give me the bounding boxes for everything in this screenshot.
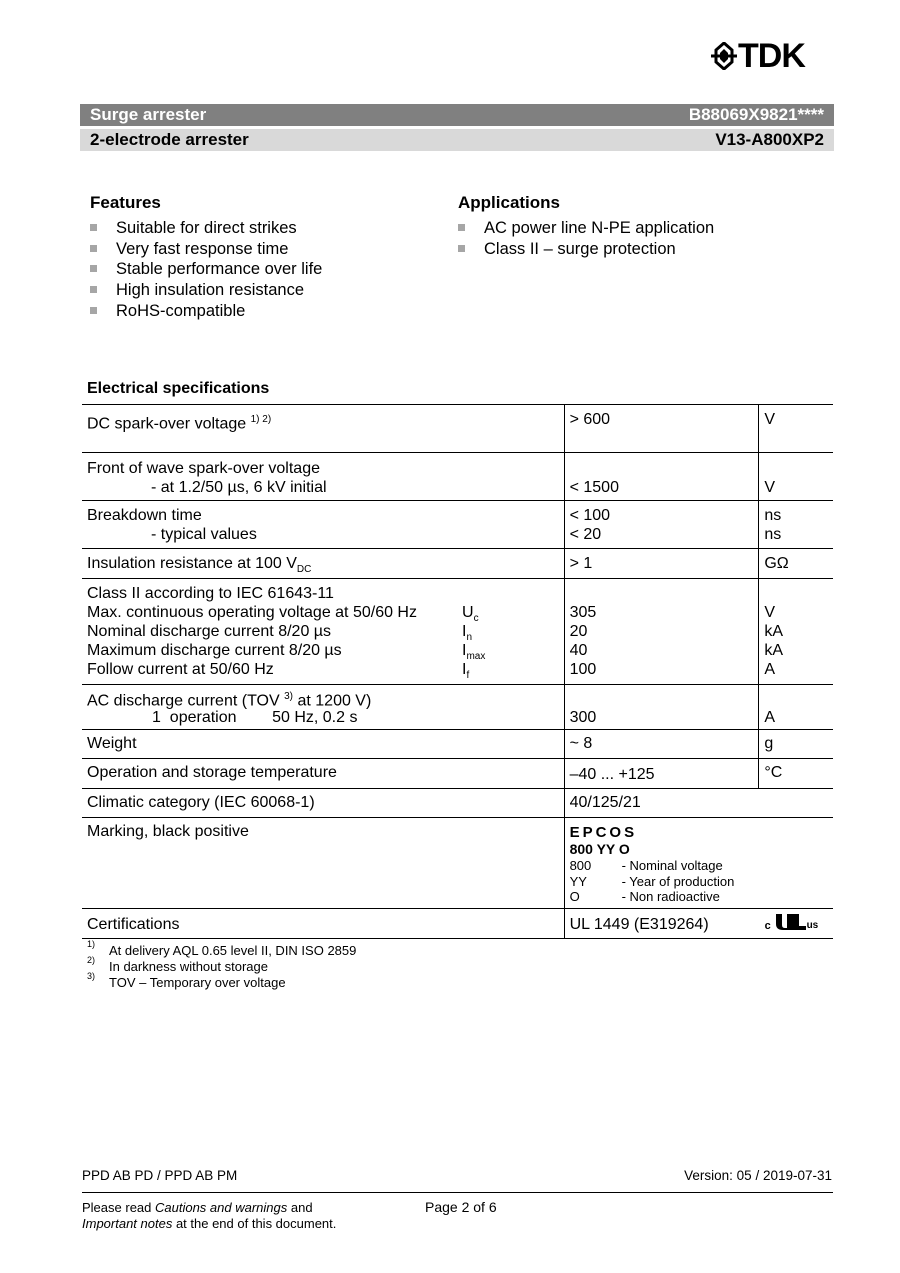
ul-recognized-mark-icon: c us [765,912,819,934]
spec-value: 300 [569,709,597,726]
spec-symbol: $U_c$ [462,604,479,625]
feature-item: RoHS-compatible [88,301,418,322]
ordering-code: B88069X9821**** [688,105,824,124]
footer-note: Please read Cautions and warnings and Important notes at the end of this document. [82,1200,337,1231]
bullet-square-icon [90,224,97,231]
spec-unit: V [764,604,776,621]
spec-label: DC spark-over voltage [87,415,247,433]
subscript: DC [296,564,312,576]
spec-label: Weight [87,735,137,752]
spec-value: UL 1449 (E319264) [569,916,709,933]
spec-sub-label: 1 operation 50 Hz, 0.2 s [152,709,358,726]
spec-unit: GΩ [764,555,789,572]
footer-version: Version: 05 / 2019-07-31 [684,1168,832,1183]
product-type: 2-electrode arrester [90,130,249,149]
applications-heading: Applications [458,193,561,212]
spec-sub-label: - at 1.2/50 µs, 6 kV initial [151,479,327,496]
features-list [88,218,418,321]
spec-row-class2 [82,579,833,685]
bullet-square-icon [458,224,465,231]
spec-unit: V [764,479,776,496]
spec-row-front-wave [82,453,833,501]
tdk-emblem-icon [710,42,738,70]
spec-label: Breakdown time [87,507,202,524]
feature-item: Suitable for direct strikes [88,218,418,239]
bullet-square-icon [90,265,97,272]
spec-value: > 600 [569,411,611,428]
spec-label: Maximum discharge current 8/20 µs [87,642,342,659]
footnote-ref: 1) 2) [250,414,272,425]
spec-row-temperature [82,759,833,789]
spec-label: AC discharge current (TOV [87,692,280,710]
spec-unit: A [764,661,776,678]
spec-unit: g [764,735,774,752]
page-number: Page 2 of 6 [425,1199,497,1215]
spec-value: 40/125/21 [569,794,641,811]
spec-unit: A [764,709,776,726]
specs-heading: Electrical specifications [87,380,270,397]
bullet-square-icon [90,307,97,314]
spec-label: Marking, black positive [87,823,249,840]
feature-item: High insulation resistance [88,280,418,301]
marking-brand: EPCOS [569,824,638,841]
spec-unit: ns [764,526,782,543]
feature-item: Very fast response time [88,239,418,260]
spec-row-breakdown [82,501,833,549]
spec-label: Nominal discharge current 8/20 µs [87,623,331,640]
spec-unit: kA [764,642,784,659]
spec-label: Class II according to IEC 61643-11 [87,585,334,602]
marking-legend-row: O - Non radioactive [569,889,720,904]
spec-value: < 20 [569,526,602,543]
brand-name: TDK [738,37,805,75]
spec-sub-label: - typical values [151,526,257,543]
spec-unit: kA [764,623,784,640]
spec-value: 305 [569,604,597,621]
spec-value: < 100 [569,507,611,524]
spec-label: Max. continuous operating voltage at 50/60 Hz [87,604,417,621]
spec-row-marking [82,818,833,909]
tdk-logo [710,37,840,75]
spec-symbol: $I_{max}$ [462,642,486,663]
application-item: Class II – surge protection [456,239,826,260]
spec-value: < 1500 [569,479,619,496]
marking-code: 800 YY O [569,841,630,857]
applications-list [456,218,826,259]
spec-symbol: $I_f$ [462,661,470,682]
application-item: AC power line N-PE application [456,218,826,239]
spec-label: Front of wave spark-over voltage [87,460,320,477]
spec-unit: °C [764,764,783,781]
subtitle-bar [80,129,834,151]
footnote-ref: 3) [284,691,294,702]
marking-legend-row: 800 - Nominal voltage [569,858,723,873]
spec-label: Climatic category (IEC 60068-1) [87,794,315,811]
bullet-square-icon [458,245,465,252]
spec-value: –40 ... +125 [569,766,655,783]
features-heading: Features [90,193,161,212]
spec-value: 20 [569,623,588,640]
specs-table [82,404,833,939]
spec-row-dc-spark [82,405,833,453]
spec-label: Certifications [87,916,180,933]
title-bar [80,104,834,126]
spec-unit: ns [764,507,782,524]
spec-row-certifications [82,909,833,939]
spec-row-insulation [82,549,833,579]
spec-label: Insulation resistance at 100 V [87,555,297,572]
spec-value: ~ 8 [569,735,593,752]
spec-label: Operation and storage temperature [87,764,337,781]
bullet-square-icon [90,286,97,293]
spec-label: Follow current at 50/60 Hz [87,661,274,678]
spec-row-weight [82,730,833,759]
spec-value: 40 [569,642,588,659]
bullet-square-icon [90,245,97,252]
spec-unit: V [764,411,776,428]
footer-department: PPD AB PD / PPD AB PM [82,1168,238,1183]
spec-symbol: $I_n$ [462,623,473,644]
marking-legend-row: YY - Year of production [569,873,735,889]
spec-value: > 1 [569,555,593,572]
product-category: Surge arrester [90,105,207,124]
footer-divider [82,1192,833,1193]
spec-row-climatic [82,789,833,818]
spec-row-ac-discharge: AC discharge current (TOV $^{3)}$ at 1200 V) 1 operation 50 Hz, 0.2 s 300 A [82,685,833,730]
spec-value: 100 [569,661,597,678]
feature-item: Stable performance over life [88,259,418,280]
product-designation: V13-A800XP2 [715,130,824,149]
